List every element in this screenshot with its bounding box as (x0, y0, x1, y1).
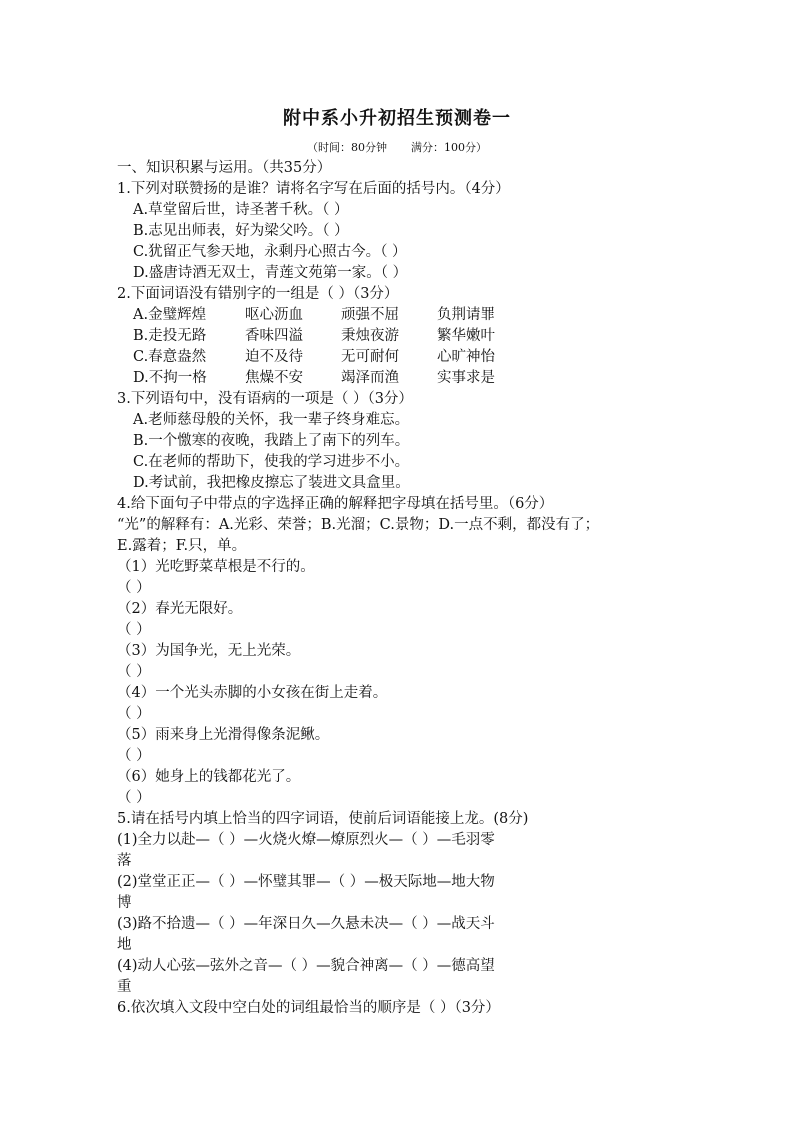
q1-option-c: C.犹留正气参天地，永剩丹心照古今。（ ） (133, 244, 407, 260)
q4-item-1: （1）光吃野菜草根是不行的。 (117, 559, 315, 575)
question-6-stem: 6.依次填入文段中空白处的词组最恰当的顺序是（ ）（3分） (117, 1000, 500, 1016)
answer-blank[interactable]: （ ） (380, 244, 407, 260)
q2-row-d: D.不拘一格 焦燥不安 竭泽而渔 实事求是 (133, 370, 495, 386)
answer-blank[interactable]: （ ） (380, 265, 408, 281)
section-heading: 一、知识积累与运用。（共35分） (117, 160, 332, 176)
answer-blank[interactable]: （ ） (117, 664, 151, 680)
exam-content (117, 158, 677, 1019)
exam-time: （时间：80分钟 (307, 141, 387, 154)
q3-option-d: D.考试前，我把橡皮擦忘了装进文具盒里。 (133, 475, 410, 491)
q5-item-2-cont: 博 (117, 895, 132, 911)
q1-option-a: A.草堂留后世，诗圣著千秋。（ ） (133, 202, 349, 218)
q5-item-2: (2)堂堂正正—（ ）—怀璧其罪—（ ）—极天际地—地大物 (117, 874, 495, 890)
q3-option-a: A.老师慈母般的关怀，我一辈子终身难忘。 (133, 412, 410, 428)
question-1-stem: 1.下列对联赞扬的是谁？请将名字写在后面的括号内。（4分） (117, 181, 510, 197)
page-title: 附中系小升初招生预测卷一 (283, 108, 511, 129)
q4-item-3: （3）为国争光，无上光荣。 (117, 643, 301, 659)
q2-row-c: C.春意盎然 迫不及待 无可耐何 心旷神怡 (133, 349, 495, 365)
q5-item-1: (1)全力以赴—（ ）—火烧火燎—燎原烈火—（ ）—毛羽零 (117, 832, 495, 848)
answer-blank[interactable]: （ ） (117, 748, 151, 764)
q1-option-b: B.志见出师表，好为梁父吟。（ ） (133, 223, 349, 239)
q5-item-4: (4)动人心弦—弦外之音—（ ）—貌合神离—（ ）—德高望 (117, 958, 495, 974)
q5-item-1-cont: 落 (117, 853, 132, 869)
answer-blank[interactable]: （ ） (117, 790, 151, 806)
answer-blank[interactable]: （ ） (117, 622, 151, 638)
q4-item-6: （6）她身上的钱都花光了。 (117, 769, 301, 785)
q4-item-5: （5）雨来身上光滑得像条泥鳅。 (117, 727, 330, 743)
exam-score: 满分：100分） (411, 141, 487, 154)
q5-item-3: (3)路不拾遗—（ ）—年深日久—久悬未决—（ ）—战天斗 (117, 916, 495, 932)
answer-blank[interactable]: （ ） (117, 706, 151, 722)
q2-row-b: B.走投无路 香味四溢 秉烛夜游 繁华嫩叶 (133, 328, 495, 344)
q4-item-4: （4）一个光头赤脚的小女孩在街上走着。 (117, 685, 388, 701)
question-4-stem: 4.给下面句子中带点的字选择正确的解释把字母填在括号里。（6分） (117, 496, 554, 512)
q4-explanation: “光”的解释有：A.光彩、荣誉；B.光溜；C.景物；D.一点不剩，都没有了； (117, 517, 600, 533)
q2-row-a: A.金璧辉煌 呕心沥血 顽强不屈 负荆请罪 (133, 307, 495, 323)
answer-blank[interactable]: （ ） (322, 223, 349, 239)
q5-item-4-cont: 重 (117, 979, 132, 995)
question-5-stem: 5.请在括号内填上恰当的四字词语，使前后词语能接上龙。(8分) (117, 811, 529, 827)
q3-option-c: C.在老师的帮助下，使我的学习进步不小。 (133, 454, 410, 470)
answer-blank[interactable]: （ ） (117, 580, 151, 596)
q5-item-3-cont: 地 (117, 937, 132, 953)
exam-info (0, 139, 794, 155)
answer-blank[interactable]: （ ） (322, 202, 349, 218)
q4-item-2: （2）春光无限好。 (117, 601, 243, 617)
q4-explanation-cont: E.露着；F.只，单。 (117, 538, 247, 554)
question-3-stem: 3.下列语句中，没有语病的一项是（ ）（3分） (117, 391, 413, 407)
question-2-stem: 2.下面词语没有错别字的一组是（ ）（3分） (117, 286, 399, 302)
q3-option-b: B.一个憿寒的夜晚，我踏上了南下的列车。 (133, 433, 410, 449)
q1-option-d: D.盛唐诗酒无双士，青莲文苑第一家。（ ） (133, 265, 408, 281)
